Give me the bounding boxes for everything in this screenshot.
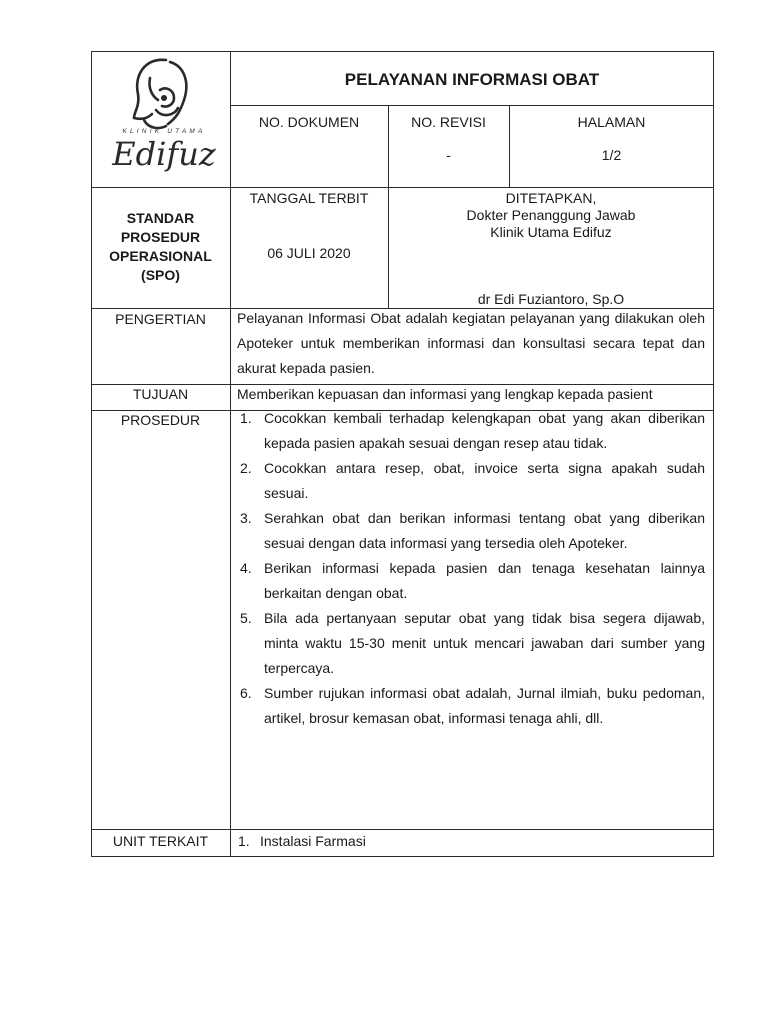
page-value: 1/2 <box>601 147 622 163</box>
unit-terkait-label: UNIT TERKAIT <box>112 833 209 849</box>
step-text: Bila ada pertanyaan seputar obat yang tidak bisa segera dijawab, minta waktu 15-30 menit untuk mencari jawaban dari sumber yang terpercaya. <box>264 610 705 676</box>
list-item: 4. Berikan informasi kepada pasien dan tenaga kesehatan lainnya berkaitan dengan obat. <box>240 560 705 601</box>
step-text: Serahkan obat dan berikan informasi tentang obat yang diberikan sesuai dengan data informasi yang tersedia oleh Apoteker. <box>264 510 705 551</box>
pengertian-text: Pelayanan Informasi Obat adalah kegiatan pelayanan yang dilakukan oleh Apoteker untuk memberikan informasi dan konsultasi secara tepat dan akurat kepada pasien. <box>237 310 705 376</box>
unit-number: 1. <box>238 833 250 849</box>
border-bottom <box>91 856 714 857</box>
divider-title <box>230 105 714 106</box>
page-label: HALAMAN <box>577 114 646 130</box>
step-text: Berikan informasi kepada pasien dan tenaga kesehatan lainnya berkaitan dengan obat. <box>264 560 705 601</box>
revision-value: - <box>446 147 451 163</box>
spo-line-1: STANDAR <box>126 210 195 226</box>
unit-terkait-text: Instalasi Farmasi <box>260 833 366 849</box>
spo-heading <box>91 209 230 285</box>
border-left <box>91 51 92 857</box>
step-text: Sumber rujukan informasi obat adalah, Jurnal ilmiah, buku pedoman, artikel, brosur kemasan obat, informasi tenaga ahli, dll. <box>264 685 705 726</box>
divider-header <box>91 187 714 188</box>
logo-name: Edifuz <box>112 135 216 173</box>
step-text: Cocokkan kembali terhadap kelengkapan obat yang akan diberikan kepada pasien apakah sesuai dengan resep atau tidak. <box>264 410 705 451</box>
list-item: 2. Cocokkan antara resep, obat, invoice serta signa apakah sudah sesuai. <box>240 460 705 501</box>
divider-pengertian <box>91 384 714 385</box>
approval-signatory: dr Edi Fuziantoro, Sp.O <box>477 291 625 307</box>
document-title: PELAYANAN INFORMASI OBAT <box>344 70 600 89</box>
list-item: 6. Sumber rujukan informasi obat adalah, Jurnal ilmiah, buku pedoman, artikel, brosur kemasan obat, informasi tenaga ahli, dll. <box>240 685 705 726</box>
revision-label: NO. REVISI <box>411 114 486 130</box>
list-item: 1. Cocokkan kembali terhadap kelengkapan obat yang akan diberikan kepada pasien apakah sesuai dengan resep atau tidak. <box>240 410 705 451</box>
issue-date-label: TANGGAL TERBIT <box>249 190 369 206</box>
doc-number-label: NO. DOKUMEN <box>258 114 360 130</box>
list-item: 5. Bila ada pertanyaan seputar obat yang tidak bisa segera dijawab, minta waktu 15-30 menit untuk mencari jawaban dari sumber yang terpercaya. <box>240 610 705 676</box>
prosedur-steps <box>240 406 705 731</box>
pengertian-label: PENGERTIAN <box>115 311 206 327</box>
approval-role: Dokter Penanggung Jawab <box>466 207 636 223</box>
issue-date-value: 06 JULI 2020 <box>267 245 351 261</box>
tujuan-text: Memberikan kepuasan dan informasi yang lengkap kepada pasient <box>237 386 653 402</box>
border-top <box>91 51 714 52</box>
list-item: 3. Serahkan obat dan berikan informasi tentang obat yang diberikan sesuai dengan data informasi yang tersedia oleh Apoteker. <box>240 510 705 551</box>
spo-line-3: OPERASIONAL <box>109 248 212 264</box>
approval-label: DITETAPKAN, <box>505 190 597 206</box>
logo-subtitle: KLINIK UTAMA <box>122 128 206 135</box>
spo-line-4: (SPO) <box>141 267 180 283</box>
spo-line-2: PROSEDUR <box>120 229 201 245</box>
prosedur-label: PROSEDUR <box>120 412 201 428</box>
border-right <box>713 51 714 857</box>
approval-organization: Klinik Utama Edifuz <box>490 224 612 240</box>
tujuan-label: TUJUAN <box>132 386 189 402</box>
divider-prosedur <box>91 829 714 830</box>
divider-label-column <box>230 51 231 857</box>
step-text: Cocokkan antara resep, obat, invoice serta signa apakah sudah sesuai. <box>264 460 705 501</box>
